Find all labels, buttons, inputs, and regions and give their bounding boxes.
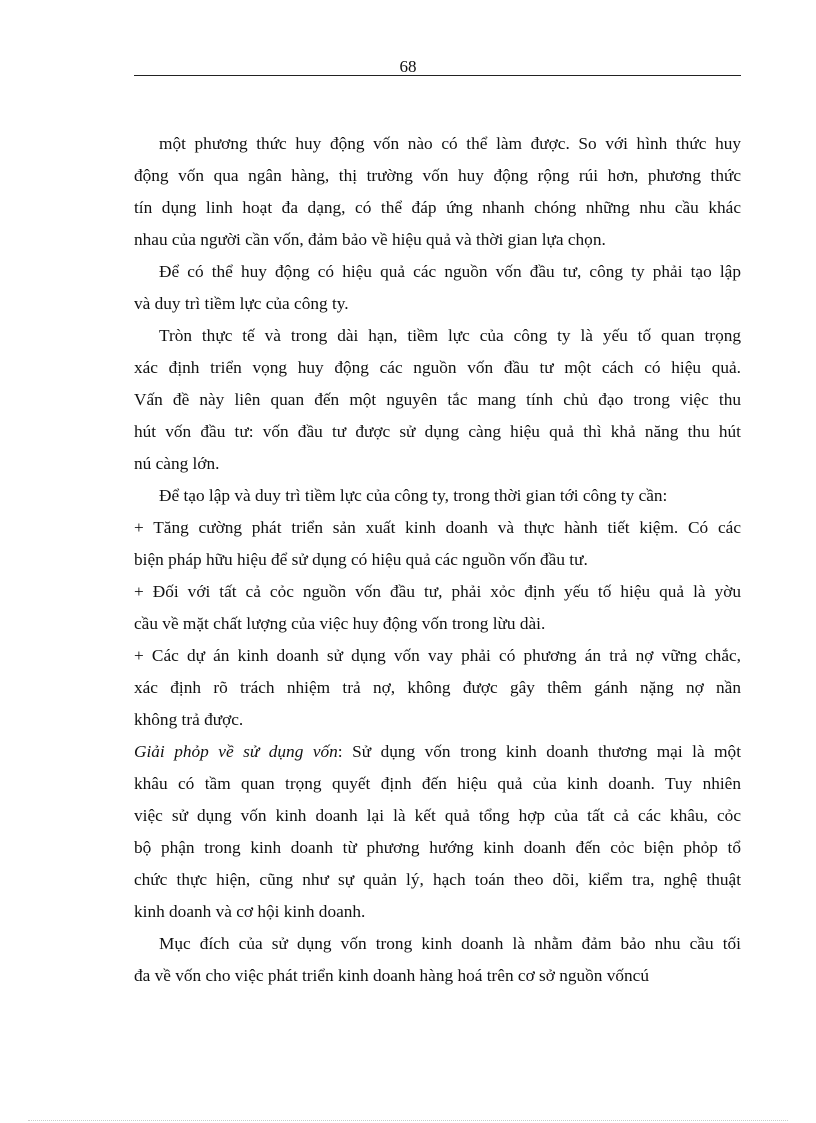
text-line: + Các dự án kinh doanh sử dụng vốn vay phải có phương án trả nợ vững chắc, (134, 646, 741, 665)
text-line: không trả được. (134, 710, 244, 729)
document-body (134, 128, 741, 992)
text-line: khâu có tầm quan trọng quyết định đến hiệu quả của kinh doanh. Tuy nhiên (134, 774, 741, 793)
heading-colon: : (337, 742, 353, 761)
text-line: và duy trì tiềm lực của công ty. (134, 294, 349, 313)
text-line: xác định triển vọng huy động các nguồn vốn đầu tư một cách có hiệu quả. (134, 358, 741, 377)
text-line: nhau của người cần vốn, đảm bảo về hiệu quả và thời gian lựa chọn. (134, 230, 606, 249)
text-line: hút vốn đầu tư: vốn đầu tư được sử dụng càng hiệu quả thì khả năng thu hút (134, 422, 741, 441)
text-line: + Đối với tất cả cỏc nguồn vốn đầu tư, phải xỏc định yếu tố hiệu quả là yờu (134, 582, 741, 601)
text-line: Để tạo lập và duy trì tiềm lực của công ty, trong thời gian tới công ty cần: (159, 486, 668, 505)
text-line: Mục đích của sử dụng vốn trong kinh doanh là nhằm đảm bảo nhu cầu tối (159, 934, 741, 953)
text-line: Vấn đề này liên quan đến một nguyên tắc mang tính chủ đạo trong việc thu (134, 390, 741, 409)
text-line: bộ phận trong kinh doanh từ phương hướng kinh doanh đến cỏc biện phỏp tổ (134, 838, 741, 857)
text-line: Để có thể huy động có hiệu quả các nguồn vốn đầu tư, công ty phải tạo lập (159, 262, 741, 281)
header-rule (134, 75, 741, 76)
text-line: đa về vốn cho việc phát triển kinh doanh hàng hoá trên cơ sở nguồn vốncú (134, 966, 649, 985)
text-line: kinh doanh và cơ hội kinh doanh. (134, 902, 366, 921)
text-line: xác định rõ trách nhiệm trả nợ, không được gây thêm gánh nặng nợ nần (134, 678, 741, 697)
text-line (134, 736, 741, 768)
text-line: cầu về mặt chất lượng của việc huy động vốn trong lừu dài. (134, 614, 546, 633)
text-line: chức thực hiện, cũng như sự quản lý, hạch toán theo dõi, kiểm tra, nghệ thuật (134, 870, 741, 889)
text-line: việc sử dụng vốn kinh doanh lại là kết quả tổng hợp của tất cả các khâu, cỏc (134, 806, 741, 825)
text-line: tín dụng linh hoạt đa dạng, có thể đáp ứng nhanh chóng những nhu cầu khác (134, 198, 741, 217)
text-line-rest: Sử dụng vốn trong kinh doanh thương mại là một (352, 742, 741, 761)
text-line: động vốn qua ngân hàng, thị trường vốn huy động rộng rúi hơn, phương thức (134, 166, 741, 185)
text-line: nú càng lớn. (134, 454, 220, 473)
page-number: 68 (399, 57, 417, 76)
text-line: một phương thức huy động vốn nào có thể làm được. So với hình thức huy (159, 134, 741, 153)
italic-heading: Giải phỏp về sử dụng vốn (134, 742, 338, 761)
text-line: Tròn thực tế và trong dài hạn, tiềm lực của công ty là yếu tố quan trọng (159, 326, 741, 345)
footer-dotted-rule (28, 1120, 788, 1121)
text-line: biện pháp hữu hiệu để sử dụng có hiệu quả các nguồn vốn đầu tư. (134, 550, 588, 569)
text-line: + Tăng cường phát triển sản xuất kinh doanh và thực hành tiết kiệm. Có các (134, 518, 741, 537)
